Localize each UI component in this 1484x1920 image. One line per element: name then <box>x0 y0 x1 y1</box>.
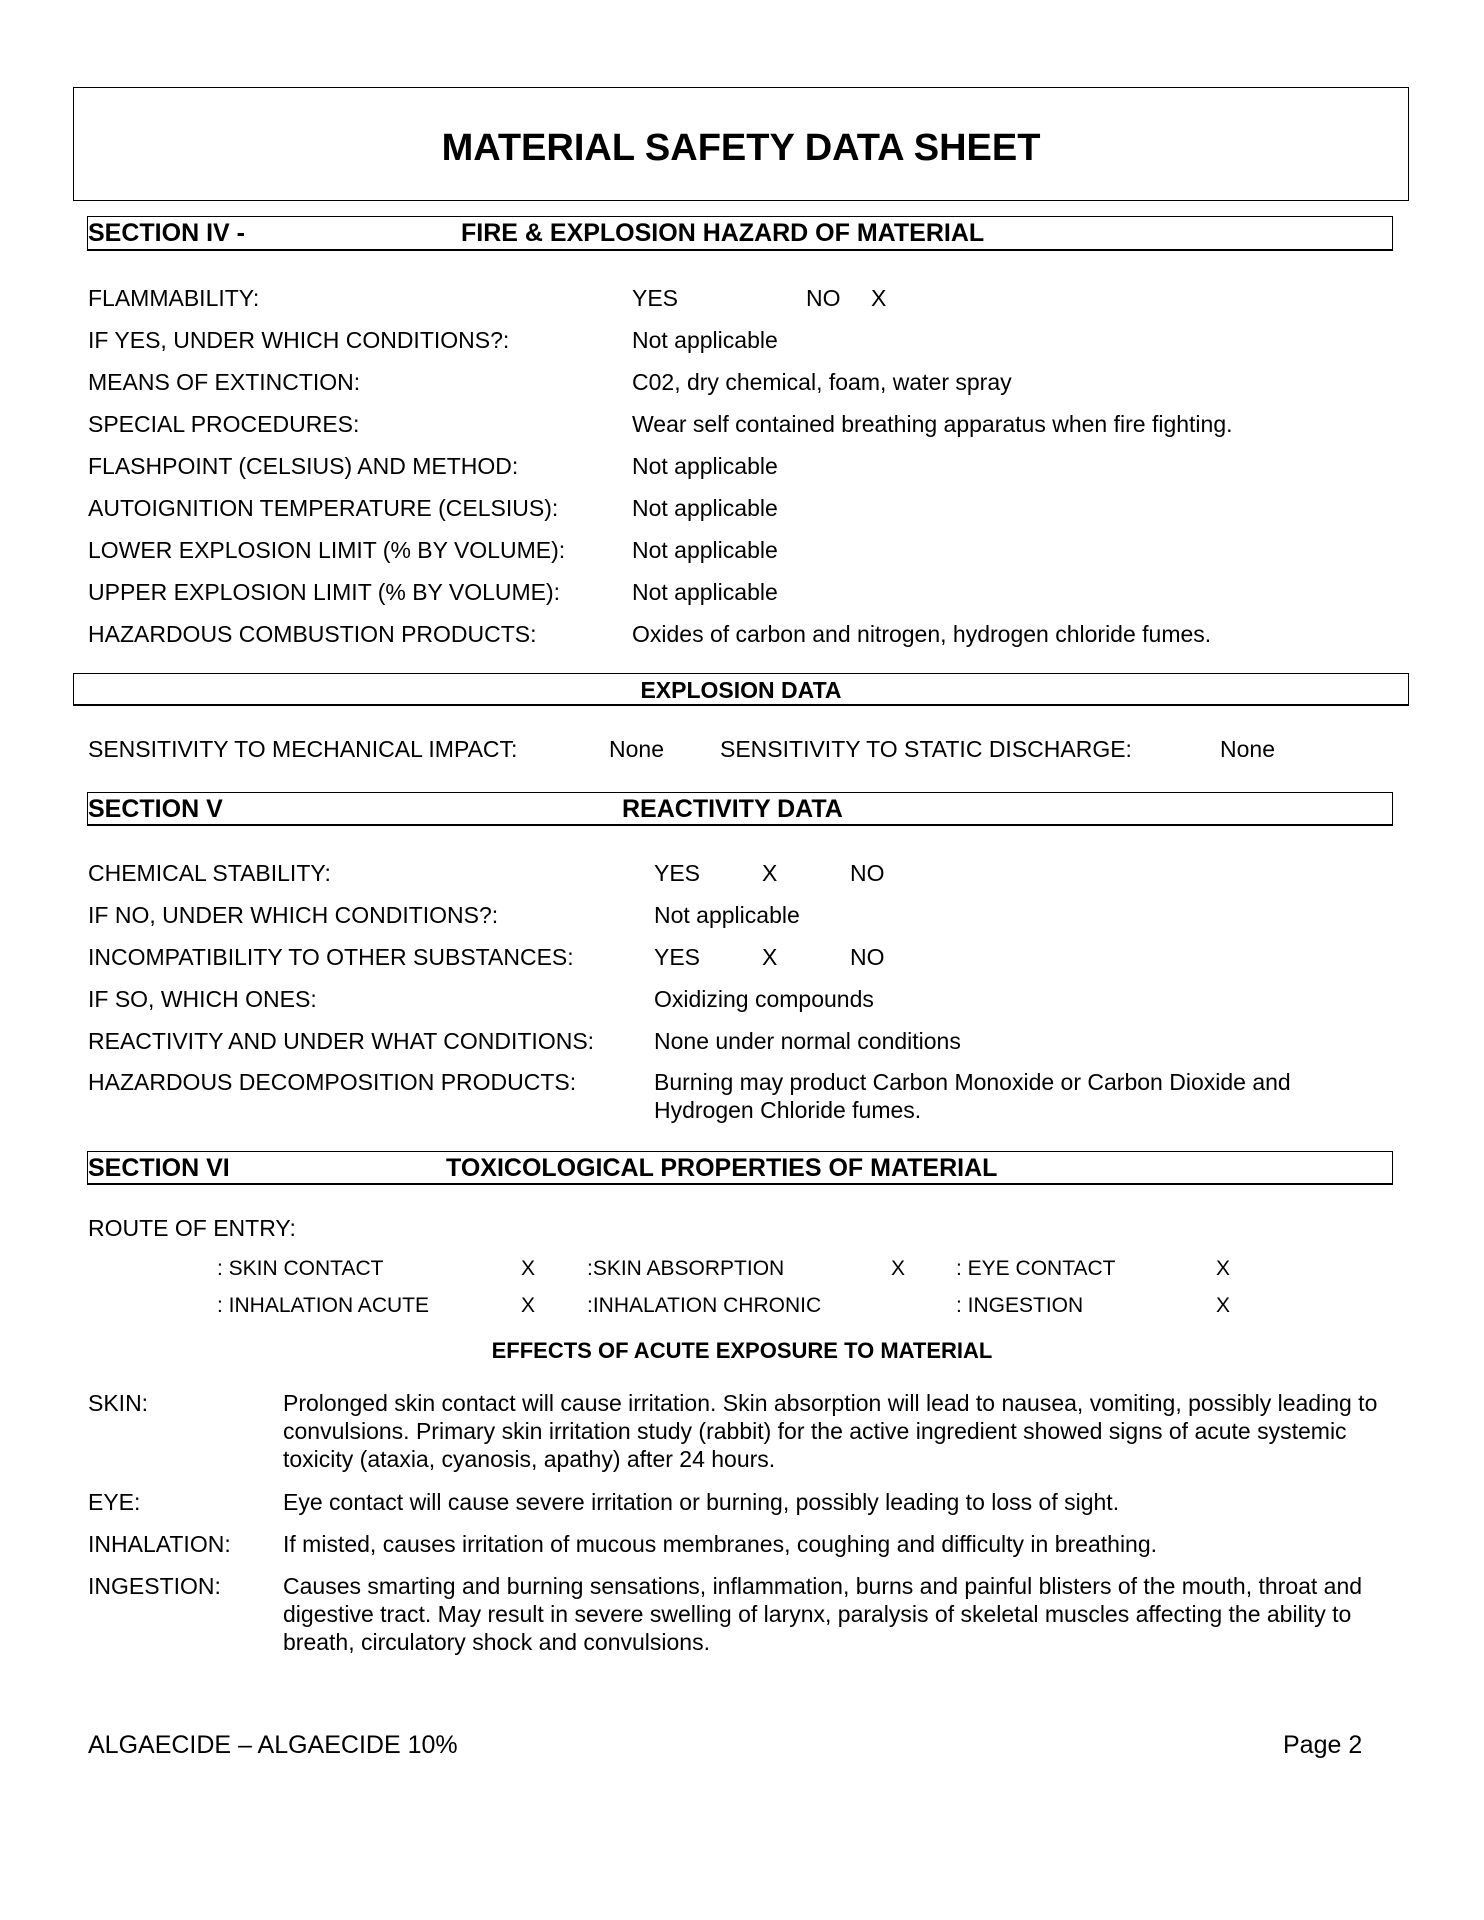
section-6-number: SECTION VI <box>88 1154 230 1182</box>
section-6-header <box>87 1151 1393 1185</box>
effect-label: EYE: <box>88 1489 141 1515</box>
section-5-number: SECTION V <box>88 795 223 823</box>
field-label: SENSITIVITY TO STATIC DISCHARGE: <box>720 736 1132 762</box>
yes-label: YES <box>654 944 701 970</box>
no-label: NO <box>850 944 885 970</box>
field-value-line1: Burning may product Carbon Monoxide or Carbon Dioxide and <box>654 1069 1291 1095</box>
field-value: Not applicable <box>632 327 778 353</box>
field-value: Not applicable <box>632 579 778 605</box>
effect-label: INGESTION: <box>88 1573 221 1599</box>
field-label: UPPER EXPLOSION LIMIT (% BY VOLUME): <box>88 579 561 605</box>
route-label: :SKIN ABSORPTION <box>587 1257 785 1280</box>
effect-text: Eye contact will cause severe irritation or burning, possibly leading to loss of sight. <box>283 1489 1120 1515</box>
document-title: MATERIAL SAFETY DATA SHEET <box>441 127 1041 169</box>
route-label: : EYE CONTACT <box>956 1257 1116 1280</box>
field-label: HAZARDOUS COMBUSTION PRODUCTS: <box>88 621 537 647</box>
field-value: None under normal conditions <box>654 1028 961 1054</box>
effects-title: EFFECTS OF ACUTE EXPOSURE TO MATERIAL <box>491 1338 993 1363</box>
yes-label: YES <box>654 860 701 886</box>
field-label: FLAMMABILITY: <box>88 285 260 311</box>
field-value-line2: Hydrogen Chloride fumes. <box>654 1097 922 1123</box>
effect-label: SKIN: <box>88 1390 149 1416</box>
field-label: IF NO, UNDER WHICH CONDITIONS?: <box>88 902 499 928</box>
field-label: SPECIAL PROCEDURES: <box>88 411 360 437</box>
effect-text: If misted, causes irritation of mucous membranes, coughing and difficulty in breathing. <box>283 1531 1158 1557</box>
checkbox-mark: X <box>762 860 778 886</box>
field-value: Not applicable <box>654 902 800 928</box>
checkbox-mark: X <box>521 1257 536 1280</box>
checkbox-mark: X <box>1216 1257 1231 1280</box>
section-6-title: TOXICOLOGICAL PROPERTIES OF MATERIAL <box>446 1154 998 1182</box>
field-value: C02, dry chemical, foam, water spray <box>632 369 1012 395</box>
route-label: :INHALATION CHRONIC <box>587 1294 822 1317</box>
effect-text: Causes smarting and burning sensations, inflammation, burns and painful blisters of the mouth, throat and digestive tract. May result in severe swelling of larynx, paralysis of skeletal muscles affecting the ability to breath, circulatory shock and convulsions. <box>283 1573 1363 1655</box>
checkbox-mark: X <box>871 285 887 311</box>
field-value: Not applicable <box>632 453 778 479</box>
section-4-number: SECTION IV - <box>88 219 245 247</box>
checkbox-mark: X <box>521 1294 536 1317</box>
section-4-title: FIRE & EXPLOSION HAZARD OF MATERIAL <box>461 219 985 247</box>
section-5-title: REACTIVITY DATA <box>622 795 843 823</box>
field-label: FLASHPOINT (CELSIUS) AND METHOD: <box>88 453 519 479</box>
checkbox-mark: X <box>1216 1294 1231 1317</box>
document-title-box <box>73 87 1409 201</box>
field-value: None <box>1220 736 1275 762</box>
field-label: SENSITIVITY TO MECHANICAL IMPACT: <box>88 736 518 762</box>
effect-text: Prolonged skin contact will cause irritation. Skin absorption will lead to nausea, vomiting, possibly leading to convulsions. Primary skin irritation study (rabbit) for the active ingredient showed signs of acute systemic toxicity (ataxia, cyanosis, apathy) after 24 hours. <box>283 1390 1378 1472</box>
field-label: MEANS OF EXTINCTION: <box>88 369 361 395</box>
section-4-header <box>87 216 1393 251</box>
field-label: IF SO, WHICH ONES: <box>88 986 317 1012</box>
field-value: Wear self contained breathing apparatus when fire fighting. <box>632 411 1233 437</box>
field-value: Not applicable <box>632 495 778 521</box>
explosion-data-header <box>73 673 1409 706</box>
field-label: HAZARDOUS DECOMPOSITION PRODUCTS: <box>88 1069 577 1095</box>
field-label: AUTOIGNITION TEMPERATURE (CELSIUS): <box>88 495 559 521</box>
yes-label: YES <box>632 285 679 311</box>
field-value: Not applicable <box>632 537 778 563</box>
route-label: : INGESTION <box>956 1294 1084 1317</box>
checkbox-mark: X <box>762 944 778 970</box>
field-label: REACTIVITY AND UNDER WHAT CONDITIONS: <box>88 1028 595 1054</box>
section-5-header <box>87 792 1393 826</box>
route-label: : SKIN CONTACT <box>217 1257 384 1280</box>
field-label: INCOMPATIBILITY TO OTHER SUBSTANCES: <box>88 944 574 970</box>
field-label: LOWER EXPLOSION LIMIT (% BY VOLUME): <box>88 537 566 563</box>
field-value: Oxides of carbon and nitrogen, hydrogen chloride fumes. <box>632 621 1212 647</box>
no-label: NO <box>850 860 885 886</box>
field-value: Oxidizing compounds <box>654 986 874 1012</box>
route-of-entry-label: ROUTE OF ENTRY: <box>88 1215 296 1241</box>
no-label: NO <box>806 285 841 311</box>
effect-label: INHALATION: <box>88 1531 231 1557</box>
footer-product-name: ALGAECIDE – ALGAECIDE 10% <box>88 1731 458 1759</box>
field-label: CHEMICAL STABILITY: <box>88 860 331 886</box>
route-label: : INHALATION ACUTE <box>217 1294 429 1317</box>
explosion-data-title: EXPLOSION DATA <box>640 677 842 703</box>
field-value: None <box>609 736 664 762</box>
checkbox-mark: X <box>891 1257 906 1280</box>
page-number: Page 2 <box>1283 1731 1363 1759</box>
field-label: IF YES, UNDER WHICH CONDITIONS?: <box>88 327 510 353</box>
